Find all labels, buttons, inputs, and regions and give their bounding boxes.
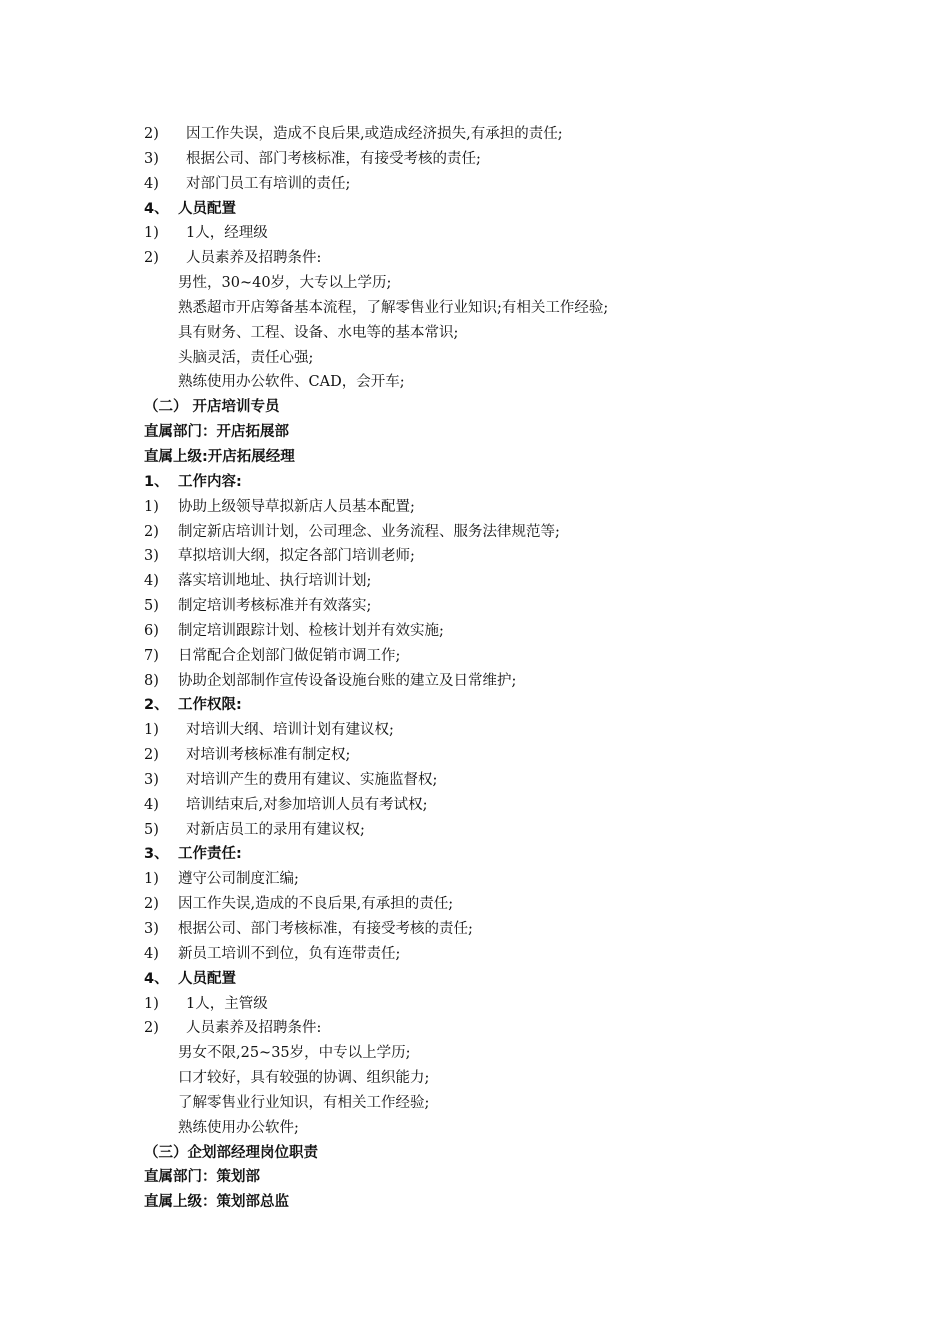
section-title: （二） 开店培训专员 bbox=[144, 399, 280, 416]
list-item: 3) 草拟培训大纲，拟定各部门培训老师; bbox=[144, 548, 415, 565]
requirement-item: 熟练使用办公软件; bbox=[178, 1119, 299, 1136]
list-item: 6) 制定培训跟踪计划、检核计划并有效实施; bbox=[144, 622, 444, 639]
supervisor-line: 直属上级:开店拓展经理 bbox=[144, 448, 295, 465]
list-item: 8) 协助企划部制作宣传设备设施台账的建立及日常维护; bbox=[144, 672, 517, 689]
staffing-heading: 4、 人员配置 bbox=[144, 200, 236, 217]
requirement-item: 熟悉超市开店筹备基本流程，了解零售业行业知识;有相关工作经验; bbox=[178, 299, 609, 316]
list-item: 2) 因工作失误,造成的不良后果,有承担的责任; bbox=[144, 896, 454, 913]
duty-heading: 3、 工作责任: bbox=[144, 846, 242, 863]
requirement-item: 男性，30~40岁，大专以上学历; bbox=[178, 275, 392, 292]
list-item: 1) 对培训大纲、培训计划有建议权; bbox=[144, 722, 394, 739]
list-item: 3) 根据公司、部门考核标准，有接受考核的责任; bbox=[144, 921, 473, 937]
content-heading: 1、 工作内容: bbox=[144, 473, 242, 490]
requirement-item: 具有财务、工程、设备、水电等的基本常识; bbox=[178, 324, 459, 341]
list-item: 2) 人员素养及招聘条件: bbox=[144, 250, 322, 267]
list-item: 2) 因工作失误，造成不良后果,或造成经济损失,有承担的责任; bbox=[144, 126, 563, 142]
list-item: 5) 对新店员工的录用有建议权; bbox=[144, 821, 365, 838]
requirement-item: 口才较好，具有较强的协调、组织能力; bbox=[178, 1070, 430, 1087]
power-heading: 2、 工作权限: bbox=[144, 697, 242, 714]
list-item: 3) 根据公司、部门考核标准，有接受考核的责任; bbox=[144, 150, 481, 167]
list-item: 7) 日常配合企划部门做促销市调工作; bbox=[144, 647, 401, 664]
requirement-item: 熟练使用办公软件、CAD，会开车; bbox=[178, 374, 405, 391]
list-item: 4) 落实培训地址、执行培训计划; bbox=[144, 573, 372, 590]
staffing-heading: 4、 人员配置 bbox=[144, 970, 236, 987]
list-item: 2) 对培训考核标准有制定权; bbox=[144, 747, 351, 764]
list-item: 3) 对培训产生的费用有建议、实施监督权; bbox=[144, 771, 438, 788]
list-item: 1) 1人，经理级 bbox=[144, 225, 268, 242]
list-item: 4) 新员工培训不到位，负有连带责任; bbox=[144, 945, 401, 962]
list-item: 4) 培训结束后,对参加培训人员有考试权; bbox=[144, 796, 428, 813]
section-title: （三）企划部经理岗位职责 bbox=[144, 1144, 318, 1161]
requirement-item: 男女不限,25~35岁，中专以上学历; bbox=[178, 1045, 411, 1062]
supervisor-line: 直属上级：策划部总监 bbox=[144, 1194, 289, 1211]
department-line: 直属部门：开店拓展部 bbox=[144, 424, 289, 441]
requirement-item: 头脑灵活，责任心强; bbox=[178, 349, 314, 366]
list-item: 1) 协助上级领导草拟新店人员基本配置; bbox=[144, 498, 415, 515]
list-item: 2) 制定新店培训计划，公司理念、业务流程、服务法律规范等; bbox=[144, 523, 560, 540]
requirement-item: 了解零售业行业知识，有相关工作经验; bbox=[178, 1094, 430, 1111]
list-item: 1) 1人，主管级 bbox=[144, 995, 268, 1012]
department-line: 直属部门：策划部 bbox=[144, 1169, 260, 1186]
list-item: 2) 人员素养及招聘条件: bbox=[144, 1020, 322, 1037]
document-page bbox=[0, 122, 950, 1215]
list-item: 1) 遵守公司制度汇编; bbox=[144, 871, 299, 888]
list-item: 5) 制定培训考核标准并有效落实; bbox=[144, 598, 372, 615]
list-item: 4) 对部门员工有培训的责任; bbox=[144, 175, 351, 192]
